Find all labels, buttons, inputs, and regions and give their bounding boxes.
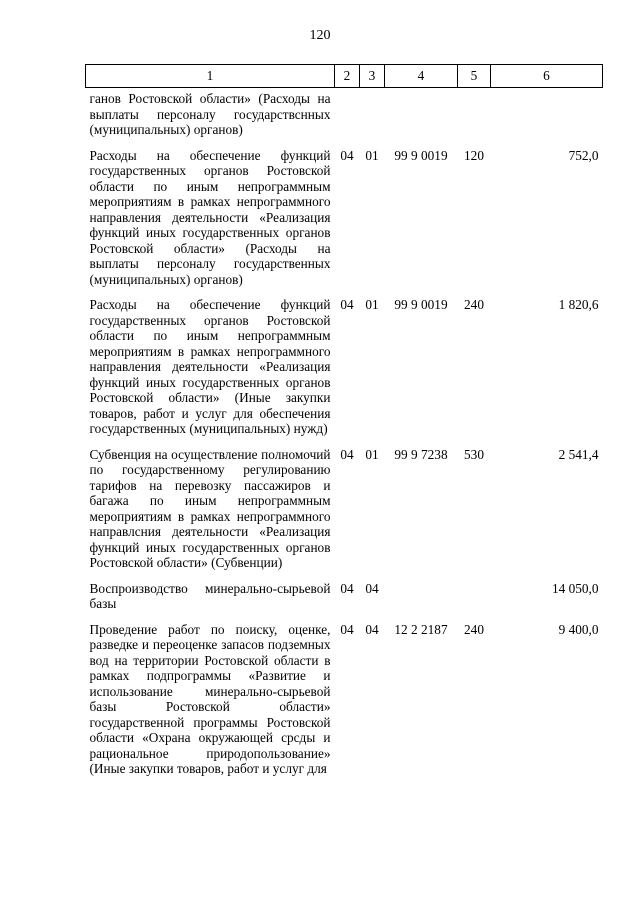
column-header: 2 — [335, 65, 360, 88]
table-row — [86, 297, 603, 447]
column-header: 1 — [86, 65, 335, 88]
row-sum: 14 050,0 — [551, 580, 599, 596]
row-sum: 1 820,6 — [558, 297, 599, 312]
row-sum: 9 400,0 — [558, 621, 599, 637]
row-csr: 99 9 7238 — [394, 446, 448, 462]
row-pr — [360, 88, 385, 148]
table-row — [86, 148, 603, 298]
row-csr — [385, 581, 458, 622]
row-rz: 04 — [340, 621, 354, 637]
table-row — [86, 622, 603, 777]
row-vr: 530 — [464, 446, 484, 462]
budget-table — [85, 64, 603, 777]
page-number: 120 — [309, 28, 331, 43]
row-name: Расходы на обеспечение функций государственных органов Ростовской области по иным непрограммным мероприятиям в рамках непрограммного направления деятельности «Реализация функций иных государственных органов Ростовской области» (Иные закупки товаров, работ и услуг для обеспечения государственных (муниципальных) нужд) — [89, 297, 331, 436]
row-csr — [385, 88, 458, 148]
row-name: Проведение работ по поиску, оценке, разведке и переоценке запасов подземных вод на территории Ростовской области в рамках подпрограммы «Развитие и использование минерально-сырьевой базы Ростовской области» государственной программы Ростовской области «Охрана окружающей срсды и рациональное природопользование» (Иные закупки товаров, работ и услуг для — [89, 621, 331, 776]
row-vr: 240 — [464, 297, 484, 312]
row-vr: 240 — [464, 621, 484, 637]
row-rz: 04 — [340, 297, 354, 312]
row-vr: 120 — [464, 147, 484, 163]
row-csr: 12 2 2187 — [394, 621, 448, 637]
row-name: ганов Ростовской области» (Расходы на выплаты персоналу государствснных (муниципальных) органов) — [89, 91, 331, 137]
row-vr — [458, 88, 491, 148]
column-header: 6 — [491, 65, 603, 88]
table-row — [86, 88, 603, 148]
column-header: 4 — [385, 65, 458, 88]
table-row — [86, 581, 603, 622]
row-vr — [458, 581, 491, 622]
row-sum: 2 541,4 — [558, 446, 599, 462]
row-csr: 99 9 0019 — [394, 297, 448, 312]
row-rz — [335, 88, 360, 148]
table-header — [86, 65, 603, 88]
row-pr: 04 — [365, 580, 379, 596]
row-sum: 752,0 — [568, 147, 599, 163]
row-pr: 01 — [365, 147, 379, 163]
row-name: Воспроизводство минерально-сырьевой базы — [89, 580, 331, 611]
row-pr: 04 — [365, 621, 379, 637]
row-rz: 04 — [340, 147, 354, 163]
row-sum — [491, 88, 603, 148]
row-rz: 04 — [340, 580, 354, 596]
column-header: 5 — [458, 65, 491, 88]
row-name: Субвенция на осуществление полномочий по государственному регулированию тарифов на перевозку пассажиров и багажа по иным непрограммным мероприятиям в рамках непрограммного направлсния деятельности «Реализация функций иных государственных органов Ростовской области» (Субвенции) — [89, 446, 331, 570]
row-pr: 01 — [365, 446, 379, 462]
row-name: Расходы на обеспечение функций государственных органов Ростовской области по иным непрограммным мероприятиям в рамках непрограммного направления деятельности «Реализация функций иных государственных органов Ростовской области» (Расходы на выплаты персоналу государственных (муниципальных) органов) — [89, 147, 331, 287]
row-rz: 04 — [340, 446, 354, 462]
column-header: 3 — [360, 65, 385, 88]
table-row — [86, 447, 603, 581]
row-pr: 01 — [365, 297, 379, 312]
row-csr: 99 9 0019 — [394, 147, 448, 163]
